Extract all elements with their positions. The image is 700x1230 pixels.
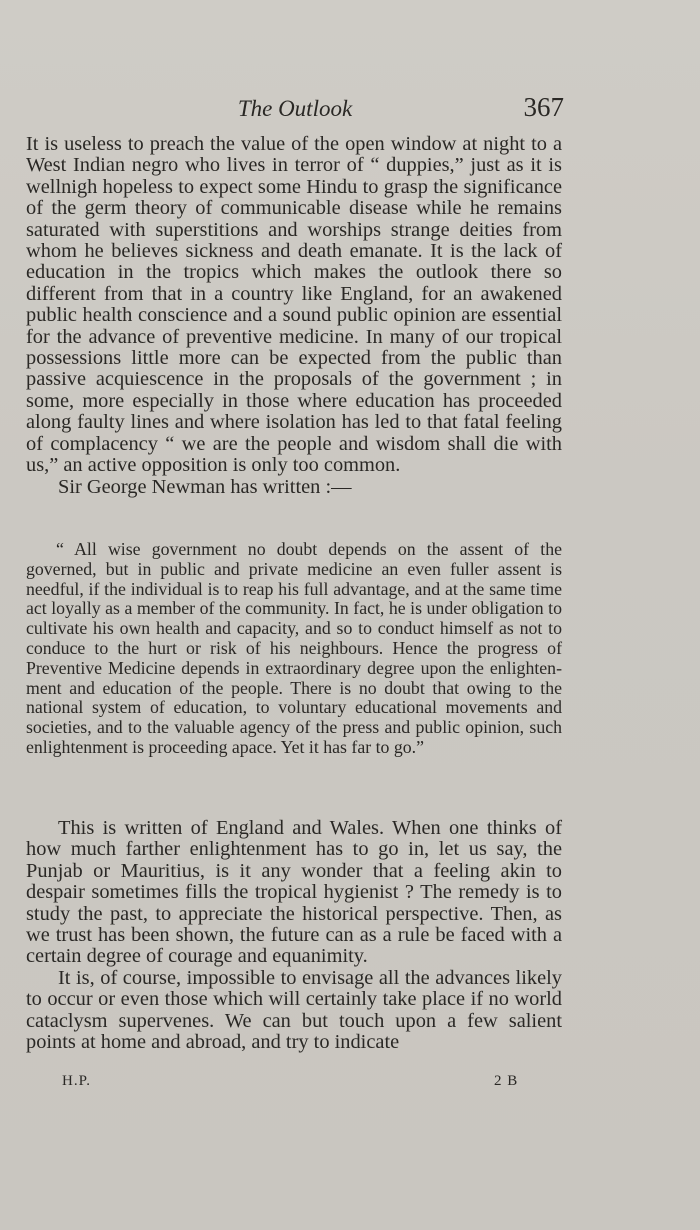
paragraph-4: It is, of course, impossible to envisage all the advances likely to occur or even those which will certainly take place if no world cataclysm supervenes. We can but touch upon a few salient points at home and abroad, and try to indicate <box>26 966 562 1054</box>
block-quote: “ All wise government no doubt depends on the assent of the governed, but in public and private medicine an even fuller assent is needful, if the individual is to reap his full advantage, and at the same time act loyally as a member of the community. In fact, he is under obligation to cultivate his own health and capacity, and so to conduct himself as not to conduce to the hurt or risk of his neighbours. Hence the progress of Preventive Medicine depends in extraordinary degree upon the enlightenment and education of the people. There is no doubt that owing to the national system of education, to voluntary educational movements and societies, and to the valuable agency of the press and public opinion, such enlightenment is proceeding apace. Yet it has far to go.” <box>26 539 562 757</box>
body-text-top <box>26 134 562 498</box>
paragraph-3: This is written of England and Wales. When one thinks of how much farther enlightenment has to go in, let us say, the Punjab or Mauritius, is it any wonder that a feeling akin to despair sometimes fills the tropical hygienist ? The remedy is to study the past, to appreciate the historical perspective. Then, as we trust has been shown, the future can as a rule be faced with a certain degree of courage and equanimity. <box>26 817 562 968</box>
page-footer <box>26 1073 562 1095</box>
running-title: The Outlook <box>237 96 353 121</box>
body-text-bottom <box>26 818 562 1053</box>
sheet-mark: 2 B <box>494 1073 519 1089</box>
signature-mark: H.P. <box>62 1073 92 1089</box>
paragraph-2: Sir George Newman has written :— <box>58 475 352 498</box>
page-header <box>26 92 564 128</box>
paragraph-1: It is useless to preach the value of the open window at night to a West Indian negro who lives in terror of “ duppies,” just as it is wellnigh hopeless to expect some Hindu to grasp the significance of the germ theory of communicable disease while he remains saturated with superstitions and worships strange deities from whom he believes sickness and death emanate. It is the lack of education in the tropics which makes the outlook there so different from that in a country like England, for an awakened public health conscience and a sound public opinion are essential for the advance of preventive medicine. In many of our tropical possessions little more can be expected from the public than passive acquiescence in the proposals of the government ; in some, more especially in those where education has proceeded along faulty lines and where isolation has led to that fatal feeling of complacency “ we are the people and wisdom shall die with us,” an active opposition is only too common. <box>26 133 562 477</box>
page-number: 367 <box>523 92 564 122</box>
